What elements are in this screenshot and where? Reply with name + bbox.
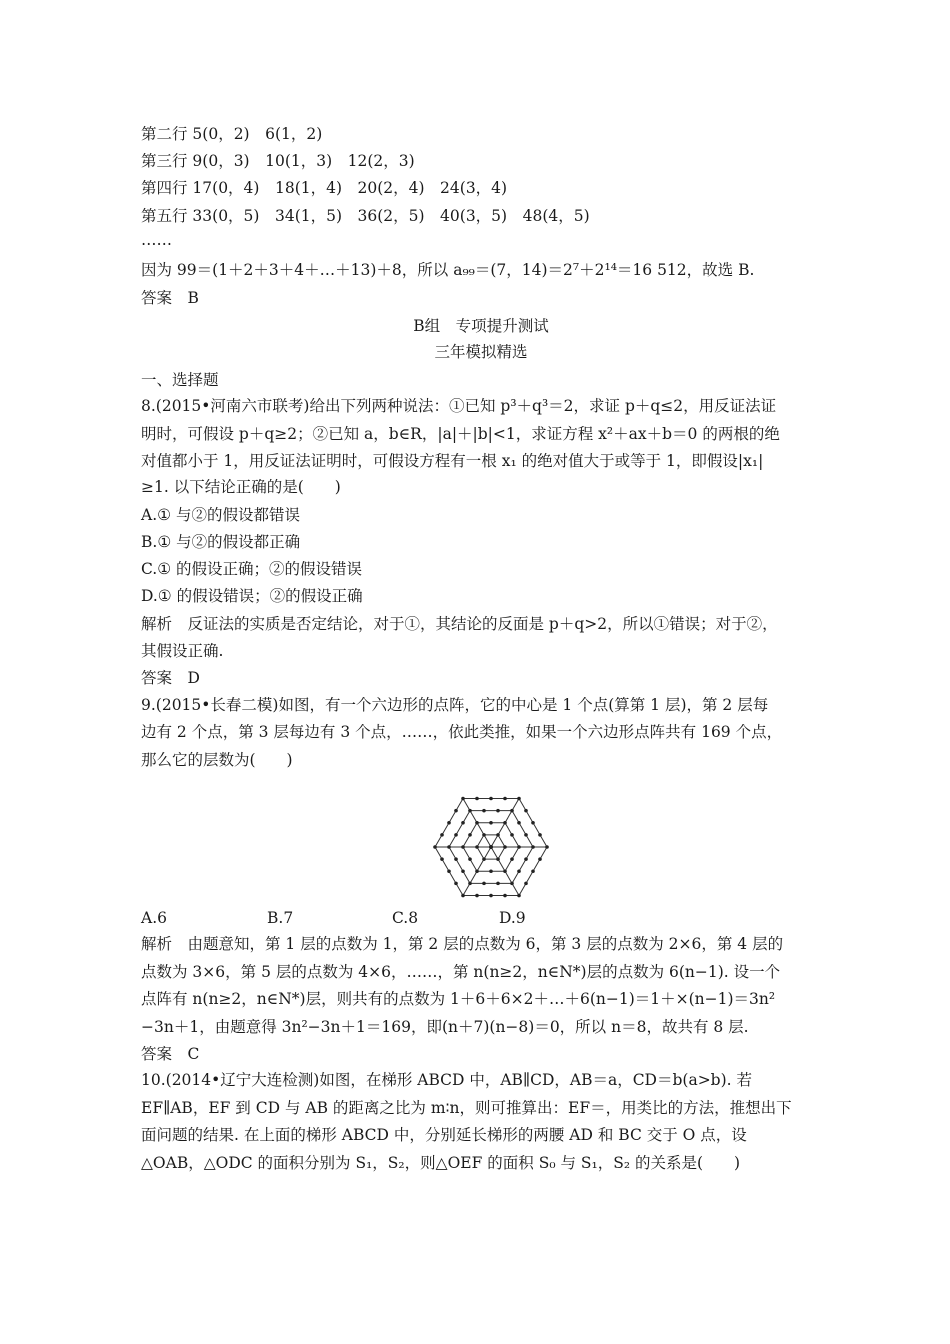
calc-line: 因为 99＝(1＋2＋3＋4＋…＋13)＋8，所以 a₉₉＝(7，14)＝2⁷＋2¹⁴＝16 512，故选 B. <box>141 261 755 279</box>
hexagon-dot-lattice-figure <box>431 785 551 909</box>
lattice-dot <box>461 845 465 849</box>
lattice-dot <box>538 833 542 837</box>
lattice-dot <box>496 882 500 886</box>
row-line-2: 第二行 5(0，2) 6(1，2) <box>141 125 323 143</box>
lattice-dot <box>489 821 493 825</box>
lattice-dot <box>475 845 479 849</box>
q9-analysis-1: 解析 由题意知，第 1 层的点数为 1，第 2 层的点数为 6，第 3 层的点数为 2×6，第 4 层的 <box>141 935 784 953</box>
lattice-dot <box>517 821 521 825</box>
lattice-dot <box>517 845 521 849</box>
section-heading: 一、选择题 <box>141 371 219 389</box>
q9-option-b: B.7 <box>267 909 294 927</box>
lattice-dot <box>524 882 528 886</box>
lattice-dot <box>538 857 542 861</box>
lattice-dot <box>531 821 535 825</box>
lattice-dot <box>496 857 500 861</box>
lattice-dot <box>461 869 465 873</box>
lattice-dot <box>482 833 486 837</box>
lattice-dot <box>524 857 528 861</box>
lattice-dot <box>510 833 514 837</box>
q8-option-d: D.① 的假设错误；②的假设正确 <box>141 587 363 605</box>
lattice-dot <box>531 845 535 849</box>
ellipsis: …… <box>141 231 172 249</box>
lattice-dot <box>517 869 521 873</box>
lattice-dot <box>489 797 493 801</box>
lattice-dot <box>524 833 528 837</box>
lattice-dot <box>545 845 549 849</box>
center-dot <box>489 845 493 849</box>
row-line-4: 第四行 17(0，4) 18(1，4) 20(2，4) 24(3，4) <box>141 179 508 197</box>
lattice-dot <box>503 869 507 873</box>
answer-prev: 答案 B <box>141 289 199 307</box>
q8-line-1: 8.(2015•河南六市联考)给出下列两种说法：①已知 p³＋q³＝2，求证 p＋q≤2，用反证法证 <box>141 397 777 415</box>
q8-line-4: ≥1. 以下结论正确的是( ) <box>141 478 341 496</box>
lattice-dot <box>440 833 444 837</box>
lattice-dot <box>454 833 458 837</box>
q9-answer: 答案 C <box>141 1045 200 1063</box>
group-title: B组 专项提升测试 <box>413 317 549 335</box>
q8-analysis-1: 解析 反证法的实质是否定结论，对于①，其结论的反面是 p＋q>2，所以①错误；对于②， <box>141 615 778 633</box>
lattice-dot <box>475 821 479 825</box>
q8-answer: 答案 D <box>141 669 200 687</box>
lattice-dot <box>440 857 444 861</box>
lattice-dot <box>482 882 486 886</box>
lattice-dot <box>475 869 479 873</box>
lattice-dot <box>503 821 507 825</box>
q8-analysis-2: 其假设正确. <box>141 642 224 660</box>
lattice-dot <box>503 845 507 849</box>
q9-line-1: 9.(2015•长春二模)如图，有一个六边形的点阵，它的中心是 1 个点(算第 1 层)，第 2 层每 <box>141 696 769 714</box>
lattice-dot <box>496 833 500 837</box>
q9-option-a: A.6 <box>141 909 167 927</box>
lattice-dot <box>447 821 451 825</box>
lattice-dot <box>461 797 465 801</box>
q9-line-3: 那么它的层数为( ) <box>141 751 293 769</box>
lattice-dot <box>517 894 521 898</box>
lattice-dot <box>454 882 458 886</box>
q8-line-2: 明时，可假设 p＋q≥2；②已知 a，b∈R，|a|＋|b|<1，求证方程 x²＋ax＋b＝0 的两根的绝 <box>141 425 780 443</box>
q8-option-a: A.① 与②的假设都错误 <box>141 506 300 524</box>
lattice-dot <box>468 809 472 813</box>
sub-title: 三年模拟精选 <box>434 343 528 361</box>
lattice-dot <box>475 894 479 898</box>
lattice-dot <box>475 797 479 801</box>
lattice-dot <box>517 797 521 801</box>
q10-line-3: 面问题的结果. 在上面的梯形 ABCD 中，分别延长梯形的两腰 AD 和 BC 交于 O 点，设 <box>141 1126 747 1144</box>
lattice-dot <box>531 869 535 873</box>
q10-line-4: △OAB，△ODC 的面积分别为 S₁，S₂，则△OEF 的面积 S₀ 与 S₁，S₂ 的关系是( ) <box>141 1154 741 1172</box>
lattice-dot <box>433 845 437 849</box>
lattice-dot <box>496 809 500 813</box>
lattice-dot <box>454 857 458 861</box>
lattice-dot <box>524 809 528 813</box>
lattice-dot <box>468 833 472 837</box>
lattice-dot <box>461 894 465 898</box>
q9-analysis-4: −3n＋1，由题意得 3n²−3n＋1＝169，即(n＋7)(n−8)＝0，所以 n＝8，故共有 8 层. <box>141 1018 749 1036</box>
q9-analysis-2: 点数为 3×6，第 5 层的点数为 4×6，……，第 n(n≥2，n∈N*)层的点数为 6(n−1). 设一个 <box>141 963 781 981</box>
q8-option-c: C.① 的假设正确；②的假设错误 <box>141 560 363 578</box>
q9-line-2: 边有 2 个点，第 3 层每边有 3 个点，……，依此类推，如果一个六边形点阵共有 169 个点， <box>141 723 783 741</box>
q9-analysis-3: 点阵有 n(n≥2，n∈N*)层，则共有的点数为 1＋6＋6×2＋…＋6(n−1)＝1＋×(n−1)＝3n² <box>141 990 776 1008</box>
q10-line-1: 10.(2014•辽宁大连检测)如图，在梯形 ABCD 中，AB∥CD，AB＝a，CD＝b(a>b). 若 <box>141 1071 753 1089</box>
lattice-dot <box>489 894 493 898</box>
lattice-dot <box>510 809 514 813</box>
lattice-dot <box>510 882 514 886</box>
lattice-dot <box>454 809 458 813</box>
lattice-dot <box>468 882 472 886</box>
q8-option-b: B.① 与②的假设都正确 <box>141 533 301 551</box>
q8-line-3: 对值都小于 1，用反证法证明时，可假设方程有一根 x₁ 的绝对值大于或等于 1，即假设|x₁| <box>141 452 764 470</box>
q9-option-d: D.9 <box>499 909 526 927</box>
lattice-dot <box>489 869 493 873</box>
q10-line-2: EF∥AB，EF 到 CD 与 AB 的距离之比为 m∶n，则可推算出：EF＝，用类比的方法，推想出下 <box>141 1099 792 1117</box>
lattice-dot <box>447 845 451 849</box>
q9-option-c: C.8 <box>392 909 419 927</box>
lattice-dot <box>503 894 507 898</box>
lattice-dot <box>461 821 465 825</box>
lattice-dot <box>503 797 507 801</box>
lattice-dot <box>510 857 514 861</box>
row-line-3: 第三行 9(0，3) 10(1，3) 12(2，3) <box>141 152 415 170</box>
lattice-dot <box>468 857 472 861</box>
row-line-5: 第五行 33(0，5) 34(1，5) 36(2，5) 40(3，5) 48(4，5) <box>141 207 590 225</box>
lattice-dot <box>447 869 451 873</box>
lattice-dot <box>482 857 486 861</box>
lattice-dot <box>482 809 486 813</box>
